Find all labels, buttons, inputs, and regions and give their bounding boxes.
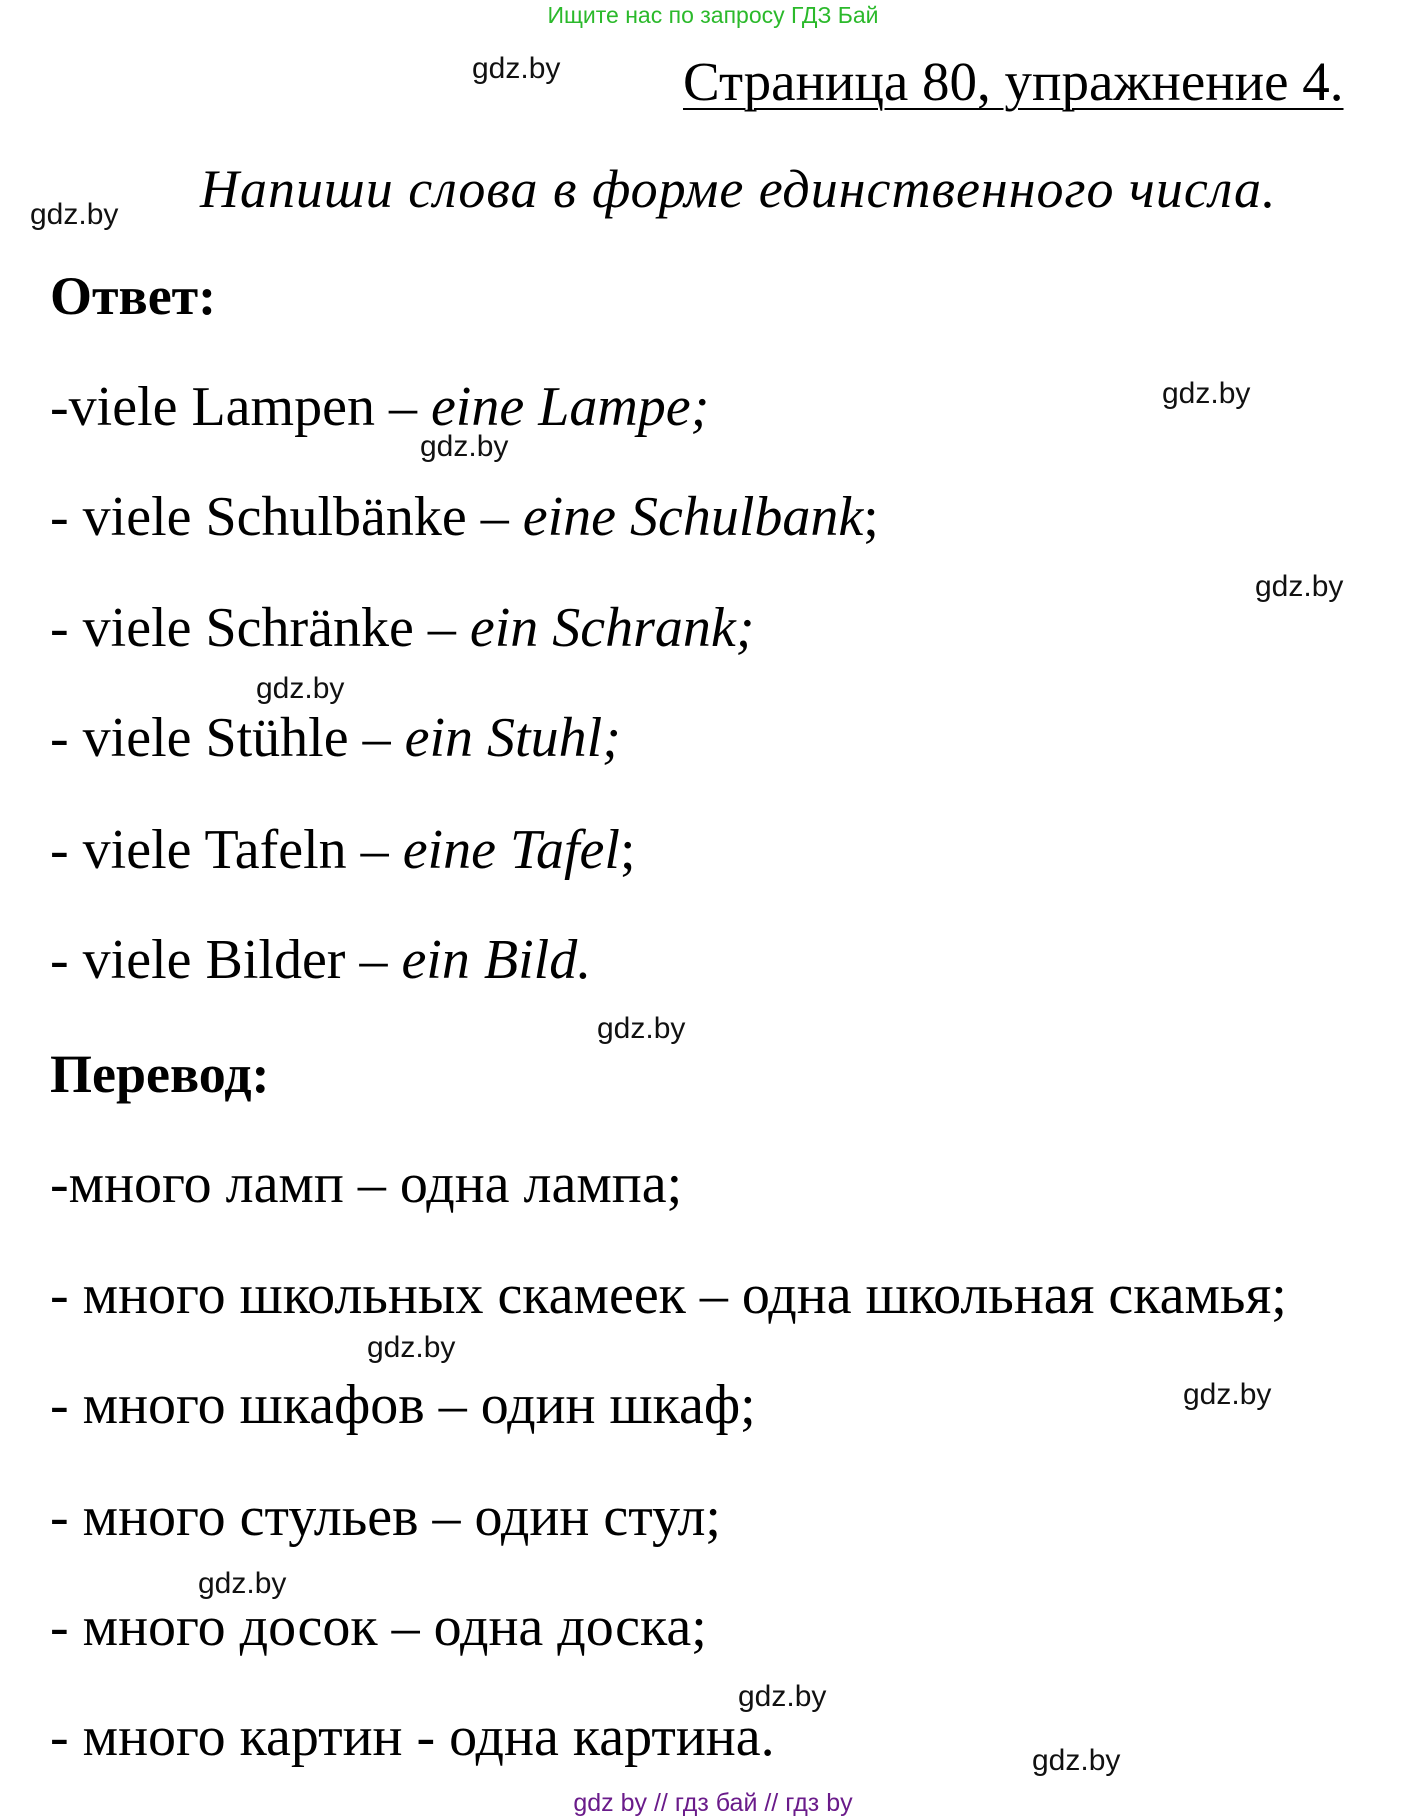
line-tail: ; (863, 486, 879, 548)
answer-line (50, 818, 636, 882)
watermark: gdz.by (1032, 1744, 1121, 1777)
singular-phrase: eine Lampe; (430, 376, 710, 438)
translation-line: - много школьных скамеек – одна школьная скамья; (50, 1264, 1287, 1326)
search-banner: Ищите нас по запросу ГДЗ Бай (547, 2, 879, 28)
translation-line: - много досок – одна доска; (50, 1596, 707, 1658)
translation-line: - много стульев – один стул; (50, 1486, 721, 1548)
watermark: gdz.by (30, 198, 119, 231)
plural-phrase: - viele Stühle – (50, 707, 405, 769)
watermark: gdz.by (597, 1012, 686, 1045)
watermark: gdz.by (367, 1331, 456, 1364)
answer-line (50, 596, 754, 660)
watermark: gdz.by (420, 430, 509, 463)
footer-links: gdz by // гдз бай // гдз by (573, 1789, 853, 1817)
plural-phrase: - viele Schränke – (50, 597, 470, 659)
singular-phrase: ein Bild. (401, 929, 592, 991)
plural-phrase: - viele Bilder – (50, 929, 402, 991)
watermark: gdz.by (472, 52, 561, 85)
singular-phrase: eine Tafel (402, 819, 620, 881)
watermark: gdz.by (1183, 1378, 1272, 1411)
answer-line (50, 928, 591, 992)
answer-line (50, 706, 621, 770)
task-instruction: Напиши слова в форме единственного числа. (200, 159, 1277, 219)
line-tail: ; (619, 819, 636, 881)
watermark: gdz.by (256, 672, 345, 705)
translation-line: - много шкафов – один шкаф; (50, 1374, 756, 1436)
translation-line: -много ламп – одна лампа; (50, 1153, 683, 1215)
answer-heading: Ответ: (50, 266, 217, 326)
singular-phrase: eine Schulbank (522, 486, 864, 548)
singular-phrase: ein Stuhl; (404, 707, 621, 769)
plural-phrase: -viele Lampen – (50, 376, 431, 438)
watermark: gdz.by (198, 1567, 287, 1600)
translation-line: - много картин - одна картина. (50, 1706, 775, 1768)
answer-line (50, 375, 709, 439)
watermark: gdz.by (738, 1680, 827, 1713)
singular-phrase: ein Schrank; (469, 597, 755, 659)
page-title: Страница 80, упражнение 4. (683, 51, 1344, 112)
watermark: gdz.by (1162, 377, 1251, 410)
plural-phrase: - viele Tafeln – (50, 819, 403, 881)
plural-phrase: - viele Schulbänke – (50, 486, 523, 548)
watermark: gdz.by (1255, 570, 1344, 603)
translation-heading: Перевод: (50, 1044, 270, 1104)
answer-line (50, 485, 879, 549)
